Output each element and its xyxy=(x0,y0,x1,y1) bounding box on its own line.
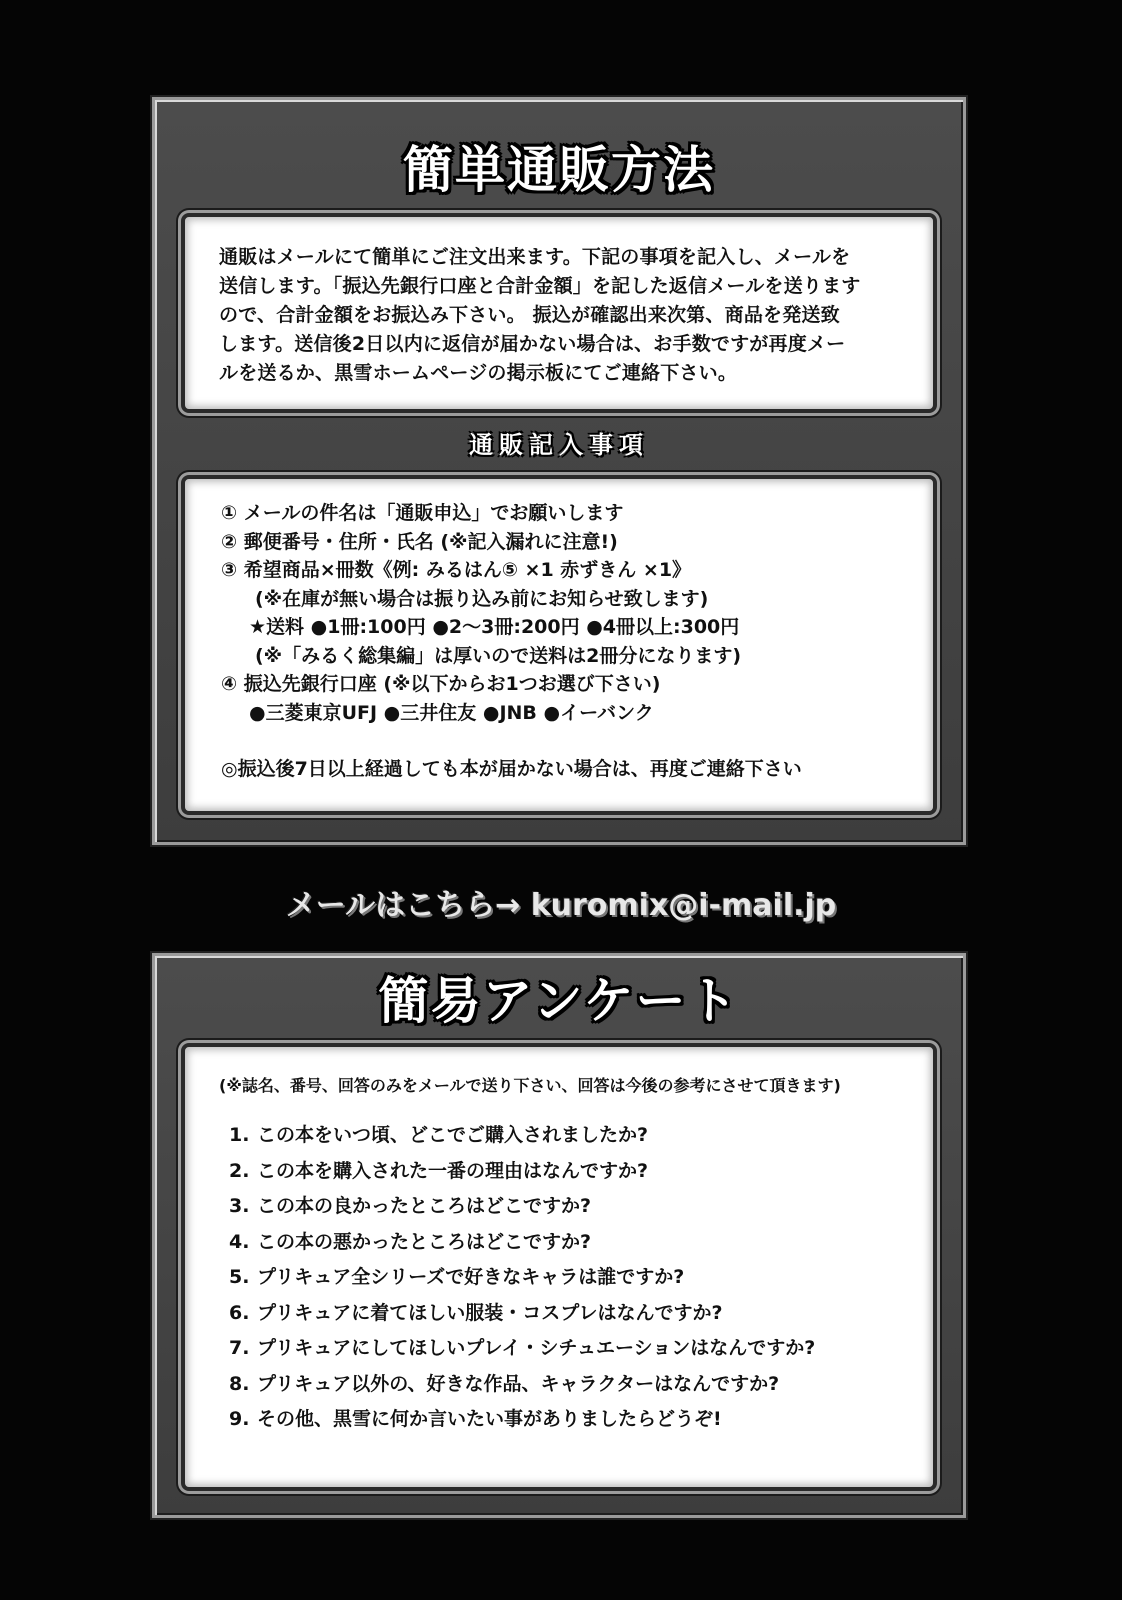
order-item: ① メールの件名は「通販申込」でお願いします xyxy=(221,502,624,524)
order-item: ③ 希望商品×冊数《例: みるはん⑤ ×1 赤ずきん ×1》 xyxy=(221,559,692,581)
intro-line: 送信します。「振込先銀行口座と合計金額」を記した返信メールを送ります xyxy=(219,275,861,297)
survey-panel xyxy=(152,953,966,1518)
survey-question: 9. その他、黒雪に何か言いたい事がありましたらどうぞ! xyxy=(229,1408,722,1430)
order-panel xyxy=(152,97,966,845)
bank-options: ●三菱東京UFJ ●三井住友 ●JNB ●イーバンク xyxy=(249,701,654,724)
intro-line: ので、合計金額をお振込み下さい。 振込が確認出来次第、商品を発送致 xyxy=(219,304,840,326)
intro-line: 通販はメールにて簡単にご注文出来ます。下記の事項を記入し、メールを xyxy=(219,246,851,268)
survey-question: 4. この本の悪かったところはどこですか? xyxy=(229,1230,592,1253)
delivery-note: ◎振込後7日以上経過しても本が届かない場合は、再度ご連絡下さい xyxy=(221,758,802,780)
survey-question: 6. プリキュアに着てほしい服装・コスプレはなんですか? xyxy=(229,1301,723,1324)
survey-question: 7. プリキュアにしてほしいプレイ・シチュエーションはなんですか? xyxy=(229,1337,816,1359)
survey-question: 1. この本をいつ頃、どこでご購入されましたか? xyxy=(229,1124,649,1146)
order-title: 簡単通販方法 xyxy=(403,141,715,199)
email-contact[interactable]: メールはこちら→ kuromix@i-mail.jp xyxy=(285,888,837,923)
order-items-heading: 通販記入事項 xyxy=(469,431,649,459)
order-item-note: (※「みるく総集編」は厚いので送料は2冊分になります) xyxy=(255,644,742,667)
survey-question: 2. この本を購入された一番の理由はなんですか? xyxy=(229,1159,649,1182)
order-item: ② 郵便番号・住所・氏名 (※記入漏れに注意!) xyxy=(221,530,618,553)
order-item-note: (※在庫が無い場合は振り込み前にお知らせ致します) xyxy=(255,587,709,610)
survey-question: 3. この本の良かったところはどこですか? xyxy=(229,1195,592,1217)
order-items-box xyxy=(181,475,937,815)
intro-box xyxy=(181,213,937,413)
intro-text xyxy=(219,243,903,388)
survey-box xyxy=(181,1043,937,1491)
survey-question: 8. プリキュア以外の、好きな作品、キャラクターはなんですか? xyxy=(229,1372,780,1395)
survey-note: (※誌名、番号、回答のみをメールで送り下さい、回答は今後の参考にさせて頂きます) xyxy=(219,1076,841,1095)
shipping-fees: ★送料 ●1冊:100円 ●2〜3冊:200円 ●4冊以上:300円 xyxy=(249,616,740,638)
order-item: ④ 振込先銀行口座 (※以下からお1つお選び下さい) xyxy=(221,673,661,695)
survey-question: 5. プリキュア全シリーズで好きなキャラは誰ですか? xyxy=(229,1266,685,1288)
intro-line: ルを送るか、黒雪ホームページの掲示板にてご連絡下さい。 xyxy=(219,362,738,384)
survey-title: 簡易アンケート xyxy=(378,972,740,1030)
intro-line: します。送信後2日以内に返信が届かない場合は、お手数ですが再度メー xyxy=(219,333,846,355)
